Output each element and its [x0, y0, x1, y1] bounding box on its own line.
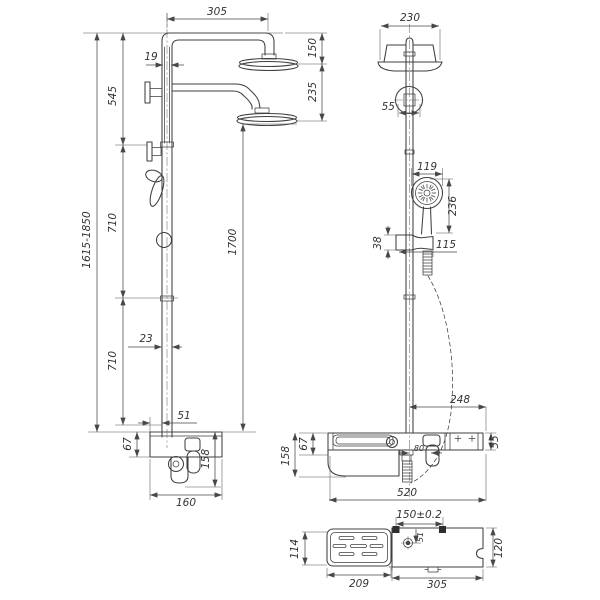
- bottom-view: [289, 526, 505, 591]
- spout-front: [169, 457, 189, 484]
- wall-bracket-lower: [147, 142, 161, 161]
- dim-side-shelf-height: 67: [298, 437, 310, 451]
- dim-front-body-depth: 160: [175, 497, 197, 509]
- dim-side-holder-reach: 115: [435, 239, 457, 251]
- hose-outlet: [400, 450, 413, 482]
- bottom-fitting: [389, 564, 441, 572]
- shelf-bar-side: [328, 433, 483, 450]
- hose-coil-upper: [423, 251, 432, 275]
- dim-front-column-height: 1700: [227, 228, 239, 256]
- slide-holder: [396, 235, 433, 250]
- dim-side-bar-width: 520: [396, 487, 418, 499]
- drain-slots: [333, 537, 383, 556]
- lever-front: [185, 438, 200, 473]
- dim-front-shelf-height: 67: [122, 437, 134, 451]
- front-view: [81, 6, 327, 509]
- dim-bottom-outlet-offset: 51: [416, 531, 425, 543]
- dim-side-stud-spacing: 150±0.2: [396, 509, 442, 521]
- dim-front-body-offset: 51: [177, 410, 191, 422]
- dim-side-bar-right-reach: 248: [449, 394, 471, 406]
- dim-front-head2-drop: 235: [307, 81, 319, 103]
- dim-front-arm-reach: 305: [206, 6, 228, 18]
- dim-side-handshower-length: 236: [447, 195, 459, 217]
- dim-front-riser-top-dia: 19: [144, 51, 158, 63]
- dim-front-upper-section: 545: [107, 85, 119, 107]
- dim-front-body-height: 158: [200, 448, 212, 470]
- dim-side-bracket-depth: 55: [381, 101, 395, 113]
- rain-head-2: [237, 114, 297, 126]
- dim-front-overall-height: 1615-1850: [81, 211, 93, 269]
- dim-side-body-height: 158: [280, 445, 292, 467]
- front-dimensions: [81, 6, 327, 509]
- bottom-dimensions: [289, 528, 505, 591]
- dim-front-mid-section: 710: [107, 212, 119, 234]
- under-housing: [328, 450, 399, 476]
- hand-shower-front: [144, 168, 166, 208]
- dim-bottom-shelf-width: 209: [348, 578, 370, 590]
- dim-front-lower-section: 710: [107, 350, 119, 372]
- dim-side-bar-height: 55: [489, 435, 501, 449]
- wall-bracket-upper: [145, 82, 162, 103]
- body-bottom-outline: [392, 528, 483, 567]
- diverter-knob: [387, 437, 398, 448]
- soap-shelf-bottom: [327, 529, 391, 566]
- upper-shower-arm: [162, 33, 276, 59]
- dim-front-head1-drop: 150: [307, 37, 319, 59]
- slider-ring: [157, 233, 172, 248]
- dim-side-head-dia: 230: [399, 12, 421, 24]
- dim-front-riser-dia: 23: [139, 333, 153, 345]
- dim-bottom-shelf-depth: 114: [289, 538, 301, 560]
- hand-shower-side: [412, 178, 443, 235]
- shower-head-side: [378, 38, 442, 71]
- lower-shower-arm: [172, 84, 269, 113]
- dim-side-handle-offset: 80: [413, 444, 425, 453]
- rain-head-1: [239, 59, 298, 71]
- dim-bottom-body-width: 305: [426, 579, 448, 591]
- mount-screws: [455, 436, 475, 442]
- dim-side-handshower-dia: 119: [416, 161, 438, 173]
- dim-bottom-body-depth: 120: [493, 537, 505, 559]
- dim-side-holder-height: 38: [372, 236, 384, 250]
